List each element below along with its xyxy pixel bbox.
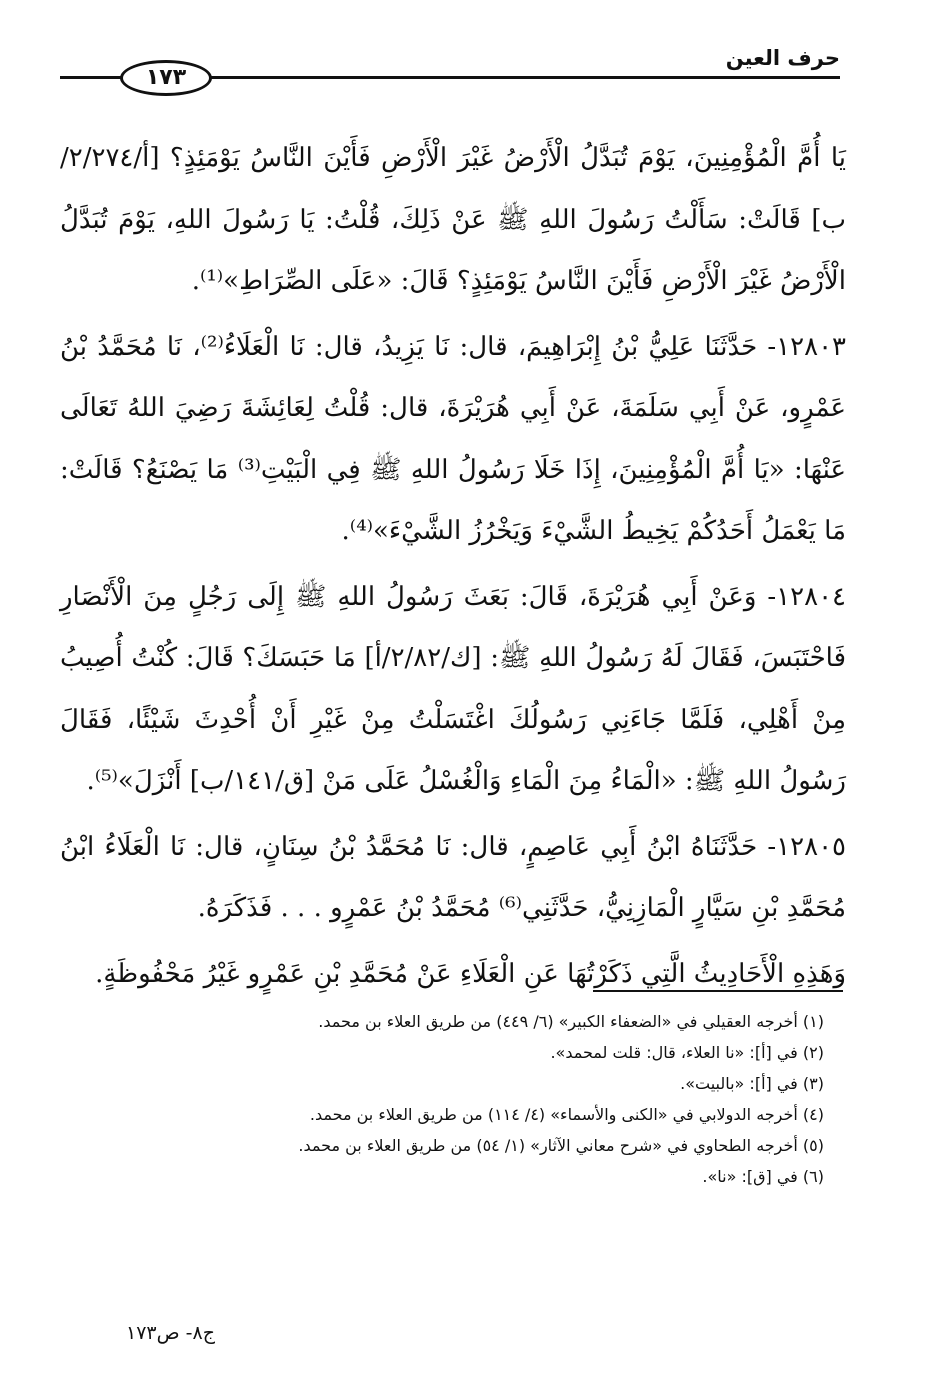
footnote-4: (٤) أخرجه الدولابي في «الكنى والأسماء» (٤/ ١١٤) من طريق العلاء بن محمد. [309,1105,824,1124]
main-text [60,128,846,1005]
footnote-2: (٢) في [أ]: «نا العلاء، قال: قلت لمحمد». [550,1043,824,1062]
page-header [60,42,840,112]
hadith-12804: ١٢٨٠٤- وَعَنْ أَبِي هُرَيْرَةَ، قَالَ: بَعَثَ رَسُولُ اللهِ ﷺ إِلَى رَجُلٍ مِنَ الْأَنْصَارِ فَاحْتَبَسَ، فَقَالَ لَهُ رَسُولُ اللهِ ﷺ: [ك/٢/٨٢/أ] مَا حَبَسَكَ؟ قَالَ: كُنْتُ أُصِيبُ مِنْ أَهْلِي، فَلَمَّا جَاءَنِي رَسُولُكَ اغْتَسَلْتُ مِنْ غَيْرِ أَنْ أُحْدِثَ شَيْئًا، فَقَالَ رَسُولُ اللهِ ﷺ: «الْمَاءُ مِنَ الْمَاءِ وَالْغُسْلُ عَلَى مَنْ [ق/١٤١/ب] أَنْزَلَ»⁽⁵⁾. [60,581,846,796]
closing-remark: وَهَذِهِ الْأَحَادِيثُ الَّتِي ذَكَرْتُهَا عَنِ الْعَلَاءِ عَنْ مُحَمَّدِ بْنِ عَمْرٍو غَيْرُ مَحْفُوظَةٍ. [95,958,846,989]
hadith-12803: ١٢٨٠٣- حَدَّثَنَا عَلِيُّ بْنُ إِبْرَاهِيمَ، قال: نَا يَزِيدُ، قال: نَا الْعَلَاءُ⁽²⁾، نَا مُحَمَّدُ بْنُ عَمْرٍو، عَنْ أَبِي سَلَمَةَ، عَنْ أَبِي هُرَيْرَةَ، قال: قُلْتُ لِعَائِشَةَ رَضِيَ اللهُ تَعَالَى عَنْهَا: «يَا أُمَّ الْمُؤْمِنِينَ، إِذَا خَلَا رَسُولُ اللهِ ﷺ فِي الْبَيْتِ⁽³⁾ مَا يَصْنَعُ؟ قَالَتْ: مَا يَعْمَلُ أَحَدُكُمْ يَخِيطُ الشَّيْءَ وَيَخْرُزُ الشَّيْءَ»⁽⁴⁾. [60,331,846,546]
footnote-3: (٣) في [أ]: «بالبيت». [680,1074,824,1093]
footnote-6: (٦) في [ق]: «نا». [702,1167,824,1186]
volume-page-reference: ج٨- ص١٧٣ [126,1322,215,1344]
footnote-5: (٥) أخرجه الطحاوي في «شرح معاني الآثار» (١/ ٥٤) من طريق العلاء بن محمد. [298,1136,824,1155]
footnote-1: (١) أخرجه العقيلي في «الضعفاء الكبير» (٦/ ٤٤٩) من طريق العلاء بن محمد. [318,1012,824,1031]
paragraph: يَا أُمَّ الْمُؤْمِنِينَ، يَوْمَ تُبَدَّلُ الْأَرْضُ غَيْرَ الْأَرْضِ فَأَيْنَ النَّاسُ يَوْمَئِذٍ؟ [أ/٢/٢٧٤/ب] قَالَتْ: سَأَلْتُ رَسُولَ اللهِ ﷺ عَنْ ذَلِكَ، قُلْتُ: يَا رَسُولَ اللهِ، يَوْمَ تُبَدَّلُ الْأَرْضُ غَيْرَ الْأَرْضِ فَأَيْنَ النَّاسُ يَوْمَئِذٍ؟ قَالَ: «عَلَى الصِّرَاطِ»⁽¹⁾. [60,143,846,296]
section-title: حرف العين [725,46,840,70]
hadith-12805: ١٢٨٠٥- حَدَّثَنَاهُ ابْنُ أَبِي عَاصِمٍ، قال: نَا مُحَمَّدُ بْنُ سِنَانٍ، قال: نَا الْعَلَاءُ ابْنُ مُحَمَّدِ بْنِ سَيَّارٍ الْمَازِنِيُّ، حَدَّثَنِي⁽⁶⁾ مُحَمَّدُ بْنُ عَمْرٍو . . . فَذَكَرَهُ. [60,831,846,923]
page-number-badge: ١٧٣ [120,60,212,96]
footnotes [60,1006,824,1192]
footnote-separator [593,990,843,992]
